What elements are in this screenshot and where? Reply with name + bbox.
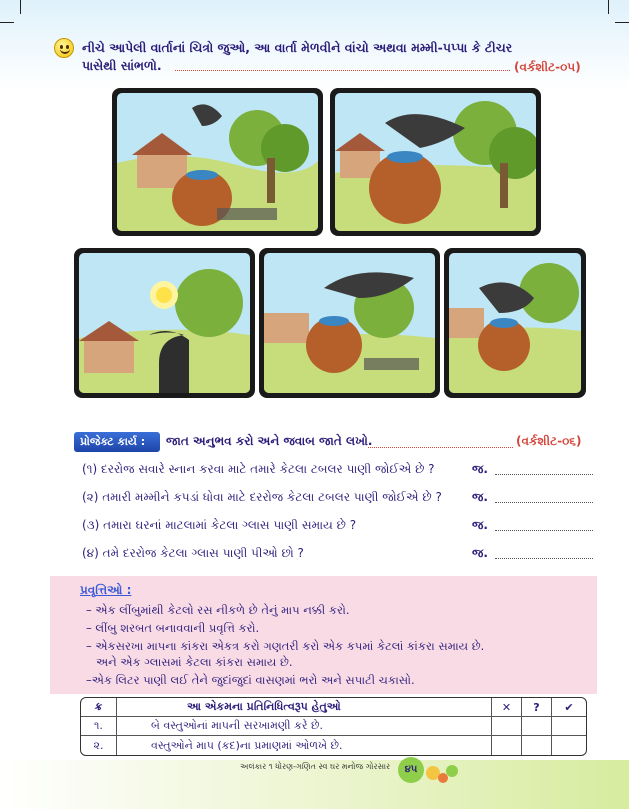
decor-dot <box>446 765 458 777</box>
row-number: ૧. <box>81 717 117 736</box>
story-image-1 <box>117 93 318 231</box>
col-objective: આ એકમના પ્રતિનિધિત્વરૂપ હેતુઓ <box>117 698 492 717</box>
answer-line-4[interactable] <box>495 558 593 559</box>
intro-line-2: પાસેથી સાંભળો. <box>82 58 162 73</box>
col-check: ✔ <box>552 698 586 717</box>
objectives-table <box>80 697 587 756</box>
table-row <box>81 736 586 755</box>
answer-label-2: જ. <box>472 490 488 504</box>
dotted-leader <box>175 70 510 71</box>
footer-text: અલંકાર ૧ ધોરણ-ગણિત સ્વ ઘર મનોજ ગોરસાર <box>240 762 391 771</box>
story-panel-3 <box>74 248 255 398</box>
row-text: બે વસ્તુઓનાં માપની સરખામણી કરે છે. <box>117 717 492 736</box>
cell-question[interactable] <box>522 717 552 736</box>
answer-label-4: જ. <box>472 546 488 560</box>
story-image-2 <box>335 93 536 231</box>
cell-cross[interactable] <box>492 736 522 755</box>
story-image-4 <box>264 253 435 393</box>
question-3: (૩) તમારા ઘરનાં માટલામાં કેટલા ગ્લાસ પાણી સમાય છે ? <box>82 518 357 532</box>
dotted-leader <box>368 447 513 448</box>
crop-mark <box>20 0 21 14</box>
activities-title: પ્રવૃત્તિઓ : <box>80 583 132 597</box>
crop-mark <box>608 0 609 14</box>
table-row <box>81 717 586 736</box>
activity-3: – એકસરખા માપના કાંકરા એકત્ર કરો ગણતરી કરો એક કપમાં કેટલાં કાંકરા સમાય છે. <box>86 639 485 653</box>
cell-check[interactable] <box>552 717 586 736</box>
question-2: (૨) તમારી મમ્મીને કપડાં ધોવા માટે દરરોજ કેટલા ટબલર પાણી જોઈએ છે ? <box>82 490 442 504</box>
question-4: (૪) તમે દરરોજ કેટલા ગ્લાસ પાણી પીઓ છો ? <box>82 546 304 560</box>
answer-line-2[interactable] <box>495 502 593 503</box>
answer-label-3: જ. <box>472 518 488 532</box>
project-instruction: જાત અનુભવ કરો અને જવાબ જાતે લખો. <box>166 434 373 448</box>
story-panel-5 <box>444 248 586 398</box>
story-image-3 <box>79 253 250 393</box>
activity-4: –એક લિટર પાણી લઈ તેને જુદાંજુદાં વાસણમાં ભરો અને સપાટી ચકાસો. <box>86 673 415 687</box>
page-number: ૪૫ <box>398 757 424 783</box>
cell-check[interactable] <box>552 736 586 755</box>
cell-question[interactable] <box>522 736 552 755</box>
project-label: પ્રોજેક્ટ કાર્ય : <box>74 432 160 452</box>
col-question: ? <box>522 698 552 717</box>
answer-line-3[interactable] <box>495 530 593 531</box>
activity-3-cont: અને એક ગ્લાસમાં કેટલા કાંકરા સમાય છે. <box>96 655 293 669</box>
smiley-icon <box>54 38 74 58</box>
table-header-row <box>81 698 586 717</box>
worksheet-ref-1: (વર્કશીટ-૦૫) <box>514 60 581 74</box>
story-panel-4 <box>259 248 440 398</box>
intro-line-1: નીચે આપેલી વાર્તાનાં ચિત્રો જુઓ, આ વાર્તા મેળવીને વાંચો અથવા મમ્મી-પપ્પા કે ટીચર <box>82 40 513 55</box>
answer-label-1: જ. <box>472 462 488 476</box>
activity-1: – એક લીંબુમાંથી કેટલો રસ નીકળે છે તેનું માપ નક્કી કરો. <box>86 603 350 617</box>
row-text: વસ્તુઓને માપ (કદ)ના પ્રમાણમાં ઓળખે છે. <box>117 736 492 755</box>
story-panel-2 <box>330 88 541 236</box>
col-number: ક્ર <box>81 698 117 717</box>
row-number: ૨. <box>81 736 117 755</box>
crop-mark <box>0 22 14 23</box>
worksheet-ref-2: (વર્કશીટ-૦૬) <box>516 434 582 448</box>
question-1: (૧) દરરોજ સવારે સ્નાન કરવા માટે તમારે કેટલા ટબલર પાણી જોઈએ છે ? <box>82 462 435 476</box>
story-panel-1 <box>112 88 323 236</box>
activity-2: – લીંબુ શરબત બનાવવાની પ્રવૃત્તિ કરો. <box>86 621 260 635</box>
crop-mark <box>615 22 629 23</box>
col-cross: ✕ <box>492 698 522 717</box>
cell-cross[interactable] <box>492 717 522 736</box>
story-image-5 <box>449 253 581 393</box>
answer-line-1[interactable] <box>495 474 593 475</box>
